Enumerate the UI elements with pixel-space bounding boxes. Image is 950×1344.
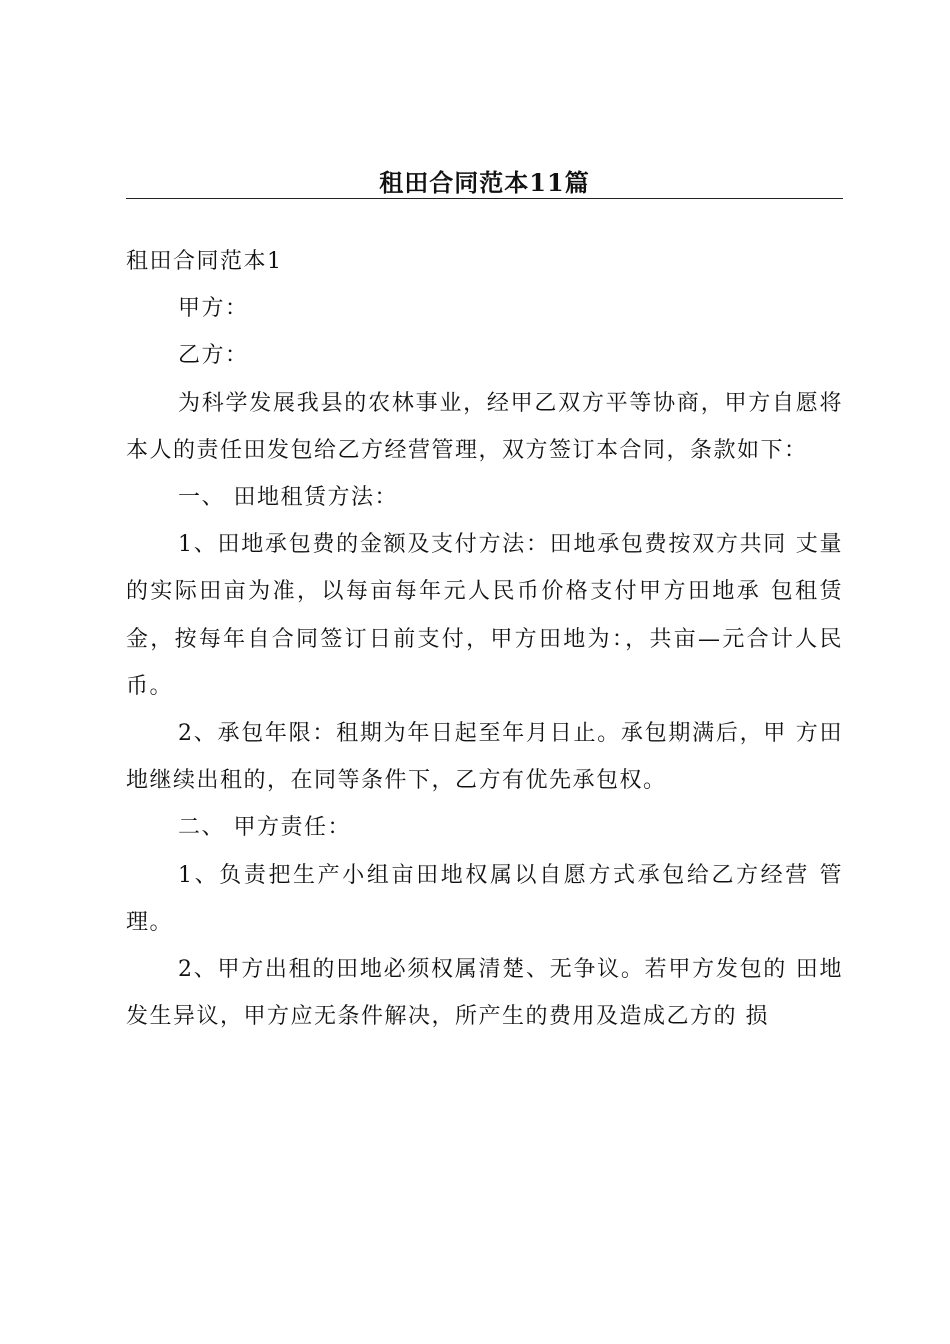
clause-1-1-paragraph: 1、田地承包费的金额及支付方法：田地承包费按双方共同 丈量的实际田亩为准，以每亩每年元人民币价格支付甲方田地承 包租赁金，按每年自合同签订日前支付，甲方田地为：，共亩—元合计人民币。	[126, 532, 843, 699]
clause-heading-rental-method: 一、 田地租赁方法：	[178, 485, 398, 511]
party-b-line: 乙方：	[178, 343, 249, 369]
party-a-line: 甲方：	[178, 296, 249, 322]
title-underline	[126, 198, 843, 199]
preamble-paragraph: 为科学发展我县的农林事业，经甲乙双方平等协商，甲方自愿将本人的责任田发包给乙方经营管理，双方签订本合同，条款如下：	[126, 390, 843, 463]
section-heading: 租田合同范本1	[126, 249, 283, 274]
clause-2-1-paragraph: 1、负责把生产小组亩田地权属以自愿方式承包给乙方经营 管理。	[126, 862, 843, 935]
document-body	[126, 238, 843, 1040]
clause-2-2-paragraph: 2、甲方出租的田地必须权属清楚、无争议。若甲方发包的 田地发生异议，甲方应无条件解决，所产生的费用及造成乙方的 损	[126, 957, 843, 1030]
document-title: 租田合同范本11篇	[379, 168, 590, 197]
clause-1-2-paragraph: 2、承包年限：租期为年日起至年月日止。承包期满后，甲 方田地继续出租的，在同等条件下，乙方有优先承包权。	[126, 721, 843, 794]
clause-heading-party-a-duties: 二、 甲方责任：	[178, 815, 351, 841]
